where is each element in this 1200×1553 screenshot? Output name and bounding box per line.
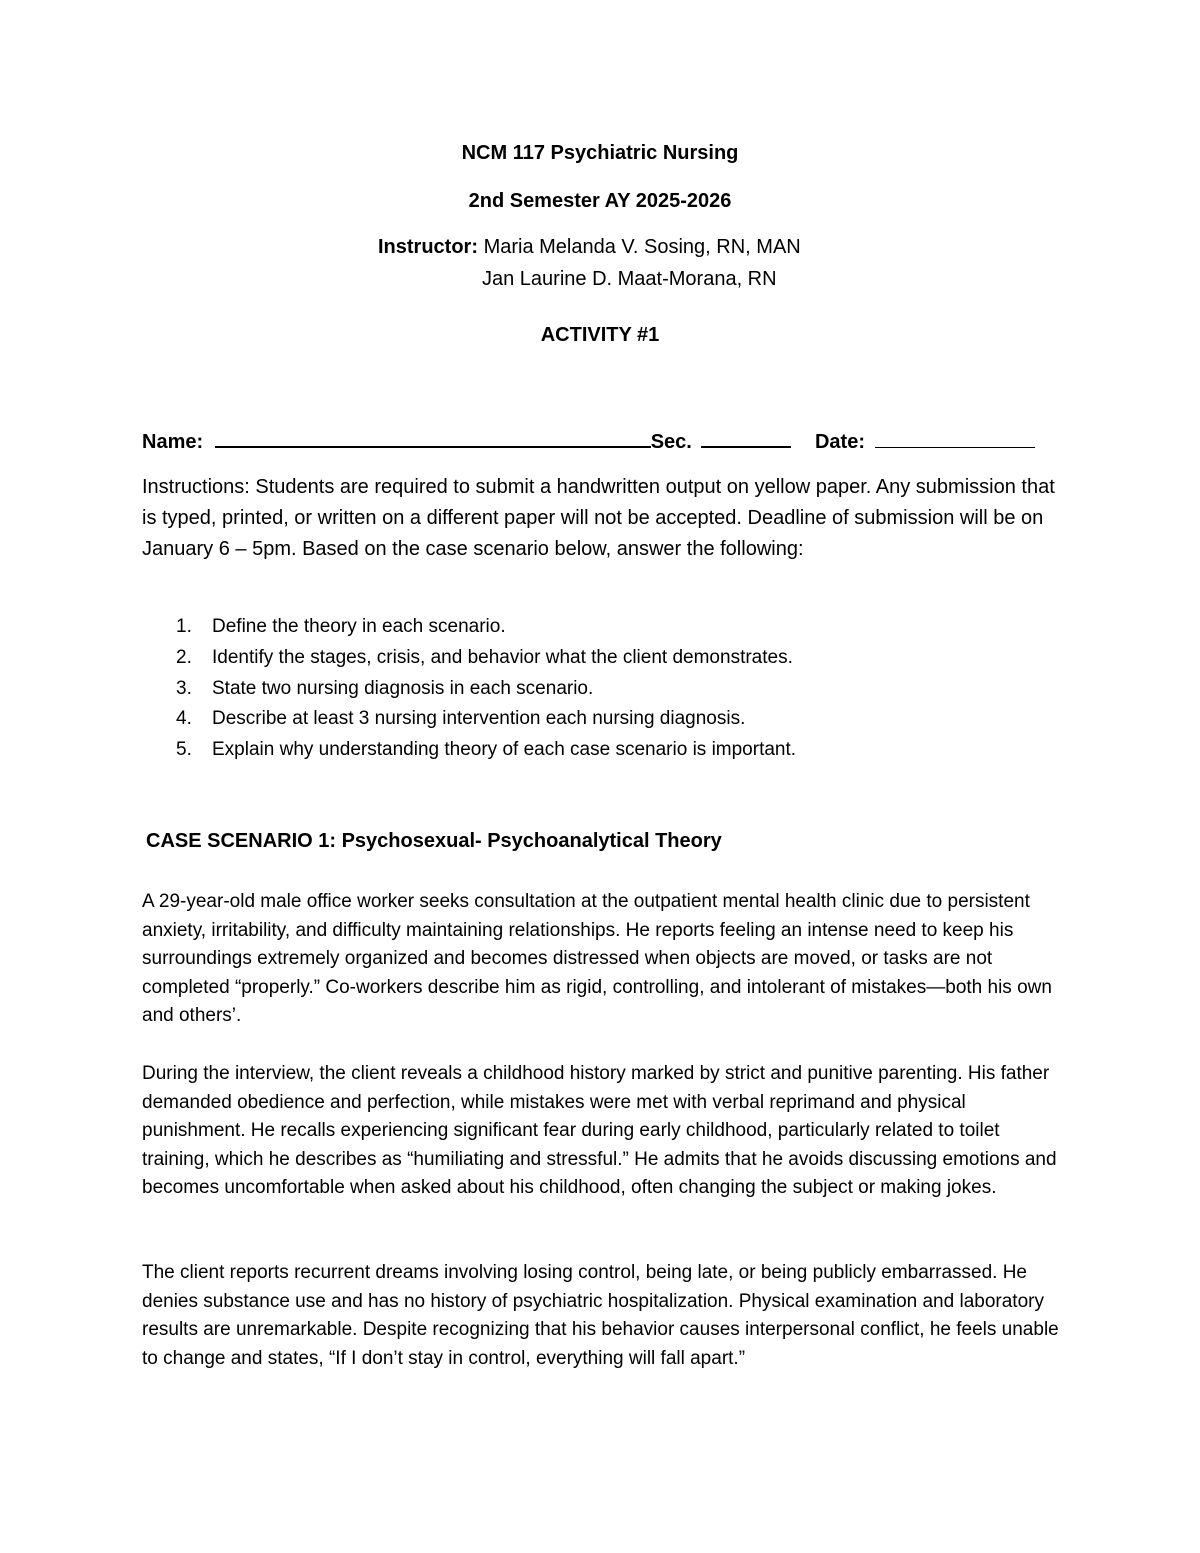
- instructions-text: Instructions: Students are required to submit a handwritten output on yellow paper. Any submission that is typed, printed, or written on a different paper will not be accepted. Deadline of submission will be on January 6 – 5pm. Based on the case scenario below, answer the following:: [142, 476, 1055, 560]
- list-item: 4. Describe at least 3 nursing intervention each nursing diagnosis.: [176, 708, 746, 730]
- course-title: NCM 117 Psychiatric Nursing: [461, 142, 739, 164]
- student-info-line: [142, 426, 1035, 454]
- case-paragraph: The client reports recurrent dreams involving losing control, being late, or being publicly embarrassed. He denies substance use and has no history of psychiatric hospitalization. Physical examination and laboratory results are unremarkable. Despite recognizing that his behavior causes interpersonal conflict, he feels unable to change and states, “If I don’t stay in control, everything will fall apart.”: [142, 1262, 1059, 1369]
- case-scenario-title: CASE SCENARIO 1: Psychosexual- Psychoanalytical Theory: [146, 830, 722, 852]
- sec-blank: [701, 426, 791, 448]
- semester-line: 2nd Semester AY 2025-2026: [468, 190, 732, 212]
- case-paragraph: A 29-year-old male office worker seeks consultation at the outpatient mental health clinic due to persistent anxiety, irritability, and difficulty maintaining relationships. He reports feeling an intense need to keep his surroundings extremely organized and becomes distressed when objects are moved, or tasks are not completed “properly.” Co-workers describe him as rigid, controlling, and intolerant of mistakes—both his own and others’.: [142, 891, 1052, 1027]
- date-blank: [875, 427, 1035, 448]
- date-label: Date:: [814, 431, 865, 453]
- list-item: 1. Define the theory in each scenario.: [176, 616, 506, 637]
- task-list: [142, 612, 796, 766]
- list-item: 3. State two nursing diagnosis in each scenario.: [176, 677, 594, 699]
- instructor-1: Maria Melanda V. Sosing, RN, MAN: [483, 236, 801, 258]
- case-paragraph: During the interview, the client reveals a childhood history marked by strict and punitive parenting. His father demanded obedience and perfection, while mistakes were met with verbal reprimand and physical punishment. He recalls experiencing significant fear during early childhood, particularly related to toilet training, which he describes as “humiliating and stressful.” He admits that he avoids discussing emotions and becomes uncomfortable when asked about his childhood, often changing the subject or making jokes.: [142, 1063, 1057, 1199]
- list-item: 5. Explain why understanding theory of each case scenario is important.: [176, 739, 797, 761]
- instructor-2: Jan Laurine D. Maat-Morana, RN: [482, 268, 777, 290]
- instructor-block: [378, 236, 801, 290]
- instructor-label: Instructor:: [378, 236, 478, 258]
- sec-label: Sec.: [650, 431, 692, 453]
- name-label: Name:: [142, 431, 204, 453]
- name-blank: [215, 426, 651, 448]
- activity-title: ACTIVITY #1: [540, 324, 660, 346]
- list-item: 2. Identify the stages, crisis, and behavior what the client demonstrates.: [176, 646, 793, 668]
